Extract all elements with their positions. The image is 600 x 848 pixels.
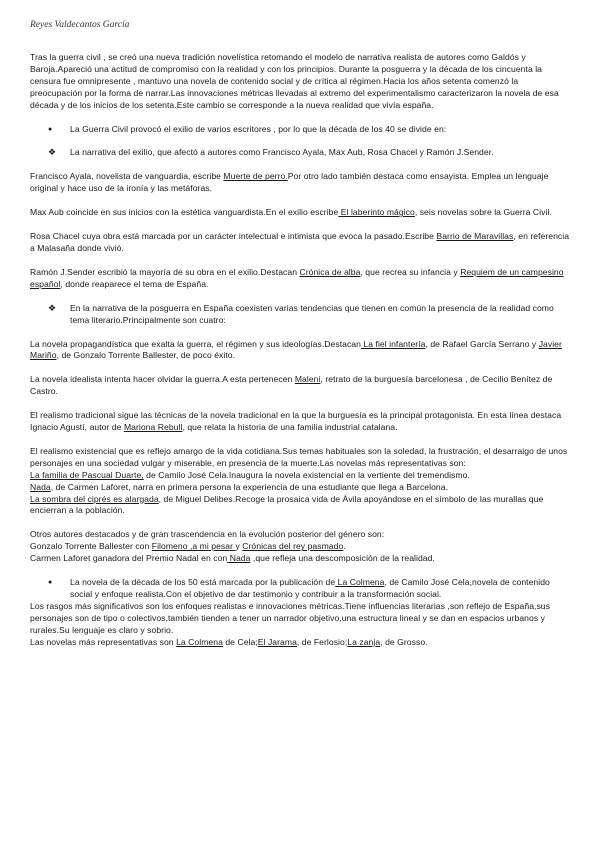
bullet-item <box>48 577 570 601</box>
text-run: Max Aub coincide en sus inicios con la estética vanguardista.En el exilio escribe <box>30 207 339 218</box>
text-run: Las novelas más representativas son <box>30 636 177 647</box>
diamond-bullet-item <box>48 303 570 327</box>
book-title: Filomeno ,a mi pesar <box>151 541 236 552</box>
text-run: de Cela; <box>222 636 258 647</box>
text-run: , de Ferlosio; <box>296 636 348 647</box>
text-run: La narrativa del exilio, que afectó a autores como Francisco Ayala, Max Aub, Rosa Chacel y Ramón J.Sender. <box>70 147 494 158</box>
paragraph <box>30 267 570 291</box>
text-run: Ramón J.Sender escribió la mayoría de su obra en el exilio.Destacan <box>30 266 300 277</box>
bullet-text <box>70 303 570 327</box>
text-run: y <box>235 541 243 552</box>
text-run: , de Camilo José Cela,novela de contenido social y enfoque realista.Con el objetivo de dar testimonio y contribuir a la transformación social. <box>70 577 550 599</box>
book-title: Crónica de alba <box>299 266 361 277</box>
bullet-text <box>70 124 570 136</box>
diamond-bullet-item <box>48 147 570 159</box>
text-run: En la narrativa de la posguerra en España coexisten varias tendencias que tienen en común la presencia de la realidad como tema literario.Principalmente son cuatro: <box>70 302 554 325</box>
text-run: La Guerra Civil provocó el exilio de varios escritores , por lo que la década de los 40 se divide en: <box>70 123 447 134</box>
text-run: , donde reaparece el tema de España. <box>60 278 209 289</box>
text-run: El realismo existencial que es reflejo amargo de la vida cotidiana.Sus temas habituales son la soledad, la frustración, el desarraigo de unos personajes en una sociedad vulgar y miserable, en presencia de la muerte.Las novelas más representativas son: <box>30 445 568 468</box>
book-title: Barrio de Maravillas <box>436 231 514 242</box>
text-run: de Camilo José Cela.Inaugura la novela existencial en la vertiente del tremendismo. <box>143 469 470 480</box>
book-title: La Colmena <box>176 636 223 647</box>
paragraph <box>30 231 570 255</box>
text-run: , que recrea su infancia y <box>360 266 461 277</box>
book-title: La sombra del ciprés es alargada <box>30 493 159 504</box>
text-run: , que relata la historia de una familia industrial catalana. <box>182 422 398 433</box>
paragraph <box>30 339 570 363</box>
paragraph <box>30 410 570 434</box>
book-title: Requiem de un campesino español <box>30 266 564 289</box>
document-body <box>30 52 570 649</box>
text-run: , de Gonzalo Torrente Ballester, de poco éxito. <box>56 350 236 361</box>
bullet-text <box>70 577 570 601</box>
book-title: Nada <box>30 481 51 492</box>
bullet-icon: ● <box>48 579 53 587</box>
book-title: El laberinto mágico <box>338 207 415 218</box>
text-run: La novela idealista intenta hacer olvidar la guerra.A esta pertenecen <box>30 374 295 385</box>
text-run: La novela propagandística que exalta la guerra, el régimen y sus ideologías.Destacan <box>30 338 361 349</box>
text-run: , en referencia a Malasaña donde vivió. <box>30 231 570 253</box>
book-title: Maleni <box>294 374 321 385</box>
book-title: Muerte de perro. <box>223 171 288 182</box>
author-header: Reyes Valdecantos García <box>30 20 130 30</box>
book-title: Mariona Rebull <box>123 422 183 433</box>
book-title: La familia de Pascual Duarte, <box>30 469 144 480</box>
bullet-icon: ● <box>48 125 53 133</box>
text-run: , de Grosso. <box>380 636 428 647</box>
paragraph <box>30 52 570 112</box>
diamond-bullet-icon: ❖ <box>48 147 57 158</box>
text-run: Gonzalo Torrente Ballester con <box>30 541 152 552</box>
book-title: Javier Mariño <box>30 338 562 361</box>
paragraph <box>30 601 570 649</box>
text-run: Por otro lado también destaca como ensayista. Emplea un lenguaje original y hace uso de la ironía y las metáforas. <box>30 171 549 194</box>
text-run: Otros autores destacados y de gran trascendencia en la evolución posterior del género son: <box>30 529 385 540</box>
text-run: , retrato de la burguesía barcelonesa , de Cecilio Benítez de Castro. <box>30 374 553 397</box>
text-run: Los rasgos más significativos son los enfoques realistas e innovaciones métricas.Tiene influencias literarias ,son reflejo de España,sus personajes son de tipo o colectivos,también tienden a tener un narrador objetivo,una estructura lineal y se dan en espacios urbanos y rurales.Su lenguaje es claro y sobrio. <box>30 600 550 635</box>
diamond-bullet-icon: ❖ <box>48 302 57 313</box>
text-run: . <box>343 541 346 552</box>
text-run: Rosa Chacel cuya obra está marcada por un carácter intelectual e intimista que evoca la pasado.Escribe <box>30 231 437 242</box>
text-run: Francisco Ayala, novelista de vanguardia, escribe <box>30 171 224 182</box>
bullet-text <box>70 147 570 159</box>
text-run: ,que refleja una descomposición de la realidad. <box>250 553 435 564</box>
text-run: Carmen Laforet ganadora del Premio Nadal en con <box>30 553 228 564</box>
paragraph <box>30 207 570 219</box>
bullet-item <box>48 124 570 136</box>
book-title: La fiel infantería <box>360 338 426 349</box>
paragraph <box>30 171 570 195</box>
book-title: Nada <box>227 553 251 564</box>
text-run: La novela de la década de los 50 está marcada por la publicación de <box>70 577 336 588</box>
book-title: La zanja <box>347 636 381 647</box>
text-run: , de Carmen Laforet, narra en primera persona la experiencia de una estudiante que llega a Barcelona. <box>50 481 449 492</box>
text-run: , de Rafael García Serrano y <box>425 338 539 349</box>
text-run: Tras la guerra civil , se creó una nueva tradición novelística retomando el modelo de narrativa realista de autores como Galdós y Baroja.Apareció una actitud de compromiso con la realidad y con los principios. Durante la posguerra y la década de los cincuenta la censura fue omnipresente , mantuvo una novela de contenido social y de crítica al régimen.Hacia los años setenta comenzó la preocupación por la forma de narrar.Las innovaciones métricas llevadas al extremo del experimentalismo caracterizaron la novela de esa década y de los inicios de los setenta.Este cambio se corresponde a la nueva realidad que vivía españa. <box>30 52 559 110</box>
book-title: La Colmena <box>335 577 385 588</box>
text-run: , seis novelas sobre la Guerra Civil. <box>414 207 552 218</box>
text-run: El realismo tradicional sigue las técnicas de la novela tradicional en la que la burguesía es la principal protagonista. En esta línea destaca Ignacio Agustí, autor de <box>30 410 562 433</box>
book-title: El Jarama <box>257 636 297 647</box>
text-run: , de Miguel Delibes.Recoge la prosaica vida de Ávila apoyándose en el símbolo de las murallas que encierran a la población. <box>30 493 544 516</box>
paragraph <box>30 529 570 565</box>
paragraph <box>30 446 570 517</box>
paragraph <box>30 374 570 398</box>
book-title: Crónicas del rey pasmado <box>242 541 344 552</box>
